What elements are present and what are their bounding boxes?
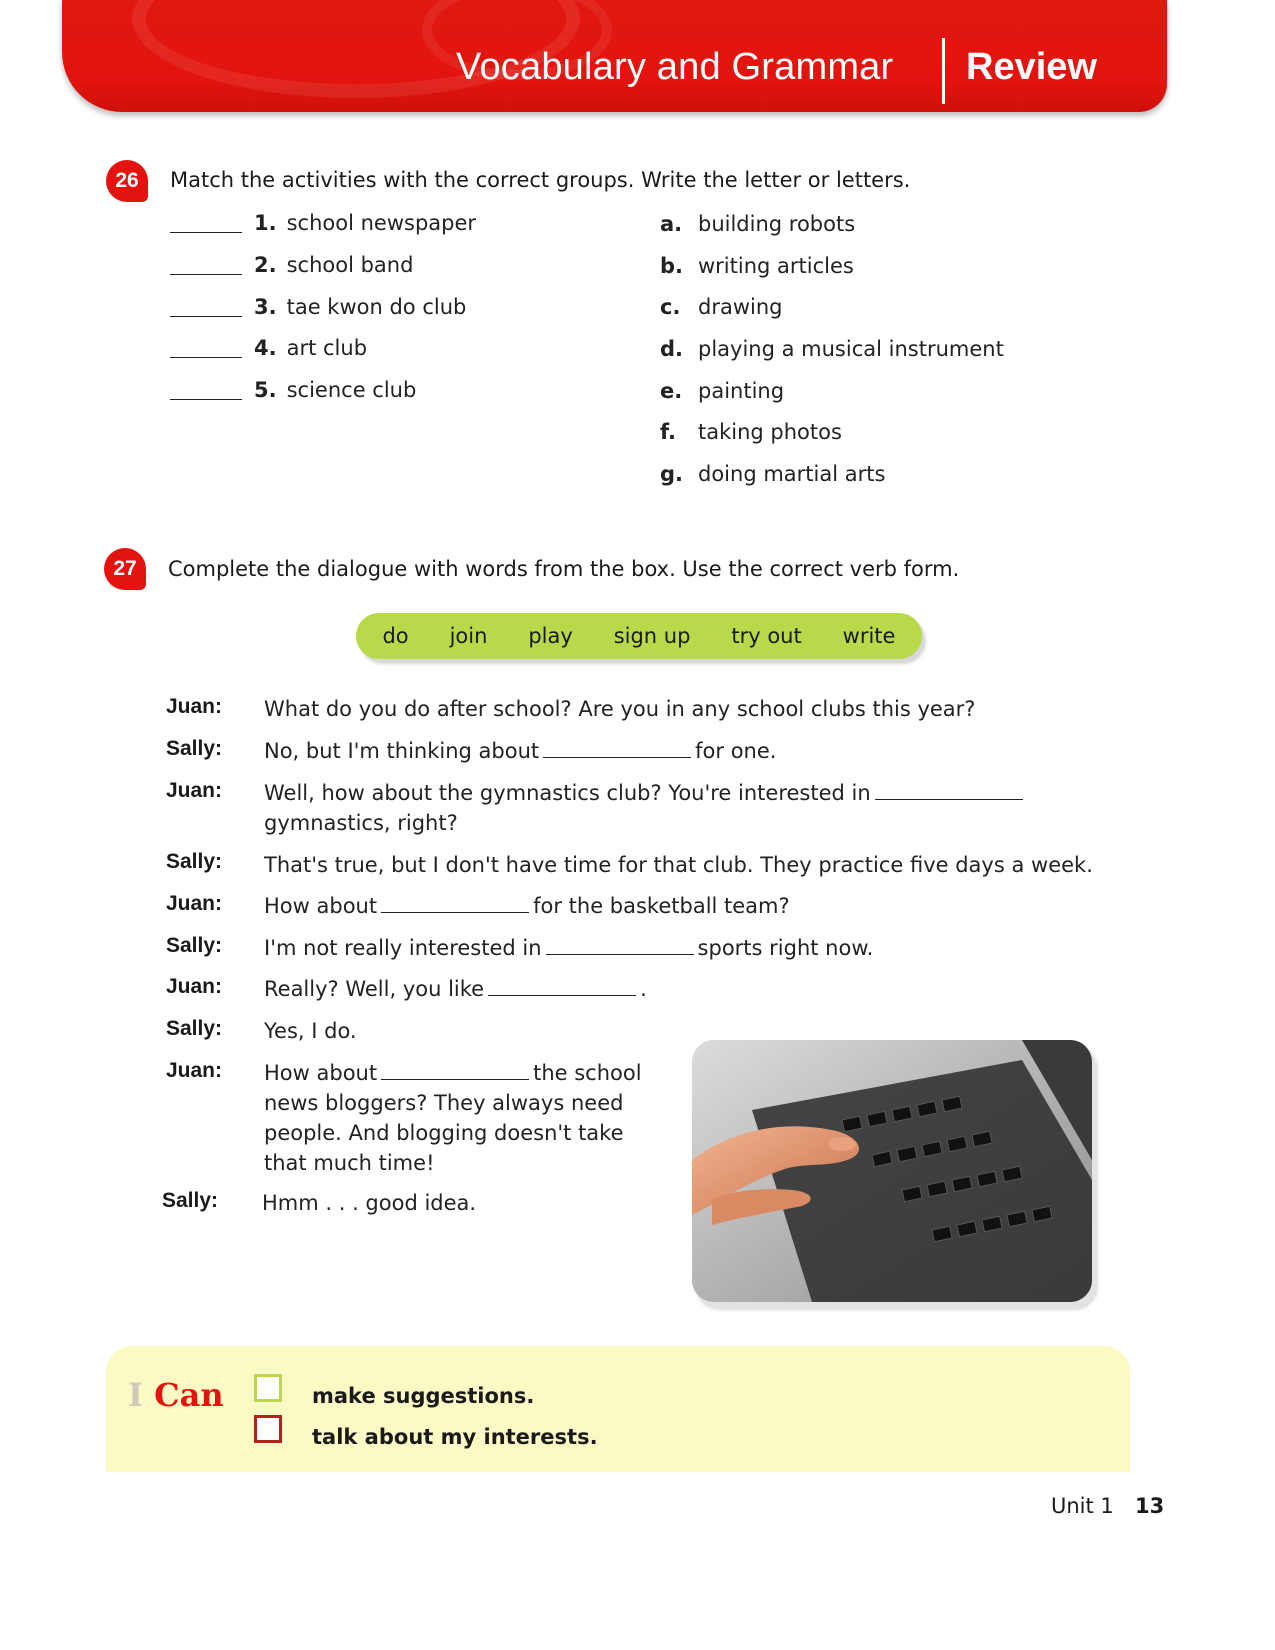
exercise-number-badge: 27 [104,548,146,590]
dialogue-text: I'm not really interested in [264,936,542,960]
word-box [356,613,922,659]
checkbox-talk-about-interests[interactable] [254,1415,282,1443]
item-number: 4. [254,336,277,360]
word-box-item: write [842,624,896,648]
match-option [660,251,854,281]
item-number: 3. [254,295,277,319]
dialogue-text: sports right now. [697,936,874,960]
dialogue-line [264,933,873,963]
dialogue-text: Yes, I do. [264,1019,357,1043]
option-letter: d. [660,337,684,361]
answer-blank[interactable] [543,739,691,758]
match-option [660,417,842,447]
dialogue-text: gymnastics, right? [264,811,458,835]
dialogue-speaker: Sally: [166,737,223,760]
match-option [660,292,782,322]
dialogue-text: the school news bloggers? They always need people. And blogging doesn't take that much time! [264,1061,642,1175]
dialogue-line [264,1016,357,1046]
answer-blank[interactable] [170,256,242,275]
dialogue-line [264,974,647,1004]
dialogue-text: Really? Well, you like [264,977,485,1001]
answer-blank[interactable] [875,781,1023,800]
option-text: playing a musical instrument [698,337,1004,361]
i-can-panel [106,1346,1130,1472]
item-number: 1. [254,211,277,235]
exercise-instruction: Complete the dialogue with words from the box. Use the correct verb form. [168,557,960,581]
item-text: school band [286,253,414,277]
dialogue-text: How about [264,894,378,918]
laptop-illustration [692,1040,1092,1302]
dialogue-line [264,1058,654,1178]
option-letter: f. [660,420,676,444]
match-item [170,375,416,405]
dialogue-line [264,736,776,766]
dialogue-text: No, but I'm thinking about [264,739,540,763]
item-text: tae kwon do club [286,295,467,319]
answer-blank[interactable] [546,936,694,955]
item-number: 5. [254,378,277,402]
dialogue-speaker: Sally: [166,934,223,957]
i-can-label-i: I [128,1376,143,1414]
dialogue-line [264,891,790,921]
dialogue-text: Well, how about the gymnastics club? You're interested in [264,781,871,805]
answer-blank[interactable] [170,298,242,317]
dialogue-speaker: Sally: [162,1189,219,1212]
match-option [660,376,784,406]
answer-blank[interactable] [488,977,636,996]
page-number: 13 [1135,1494,1165,1518]
i-can-label [128,1376,224,1414]
i-can-item: make suggestions. [312,1384,535,1408]
dialogue-speaker: Sally: [166,1017,223,1040]
exercise-instruction: Match the activities with the correct groups. Write the letter or letters. [170,168,911,192]
dialogue-speaker: Juan: [166,1059,223,1082]
dialogue-speaker: Juan: [166,779,223,802]
word-box-item: play [528,624,573,648]
i-can-item: talk about my interests. [312,1425,598,1449]
dialogue-text: . [640,977,647,1001]
answer-blank[interactable] [170,381,242,400]
match-item [170,292,466,322]
answer-blank[interactable] [170,214,242,233]
match-option [660,459,885,489]
option-text: doing martial arts [698,462,886,486]
option-letter: g. [660,462,684,486]
item-text: science club [286,378,417,402]
i-can-label-can: Can [154,1376,224,1414]
dialogue-text: How about [264,1061,378,1085]
dialogue-line [264,694,975,724]
word-box-item: sign up [613,624,691,648]
match-item [170,333,367,363]
option-letter: e. [660,379,683,403]
dialogue-line [262,1188,476,1218]
match-option [660,334,1004,364]
option-text: drawing [698,295,783,319]
dialogue-speaker: Juan: [166,695,223,718]
answer-blank[interactable] [170,339,242,358]
dialogue-speaker: Sally: [166,850,223,873]
exercise-number-badge: 26 [106,160,148,202]
checkbox-make-suggestions[interactable] [254,1374,282,1402]
unit-label: Unit 1 [1051,1494,1114,1518]
section-label: Review [966,46,1097,88]
dialogue-line [264,778,1064,838]
answer-blank[interactable] [381,894,529,913]
page-title: Vocabulary and Grammar [456,46,894,88]
item-number: 2. [254,253,277,277]
match-item [170,250,413,280]
option-letter: a. [660,212,683,236]
option-text: writing articles [698,254,854,278]
dialogue-text: That's true, but I don't have time for that club. They practice five days a week. [264,853,1093,877]
option-letter: c. [660,295,681,319]
word-box-item: do [382,624,409,648]
word-box-item: join [449,624,488,648]
dialogue-text: for one. [695,739,777,763]
laptop-typing-photo [692,1040,1092,1302]
option-text: taking photos [698,420,842,444]
option-text: painting [698,379,785,403]
dialogue-speaker: Juan: [166,975,223,998]
item-text: school newspaper [286,211,477,235]
word-box-item: try out [731,624,802,648]
dialogue-speaker: Juan: [166,892,223,915]
title-divider [942,38,945,104]
option-text: building robots [698,212,856,236]
dialogue-text: What do you do after school? Are you in any school clubs this year? [264,697,976,721]
item-text: art club [286,336,368,360]
dialogue-text: for the basketball team? [533,894,790,918]
match-option [660,209,855,239]
dialogue-text: Hmm . . . good idea. [262,1191,477,1215]
option-letter: b. [660,254,684,278]
answer-blank[interactable] [381,1061,529,1080]
dialogue-line [264,850,1093,880]
match-item [170,208,476,238]
